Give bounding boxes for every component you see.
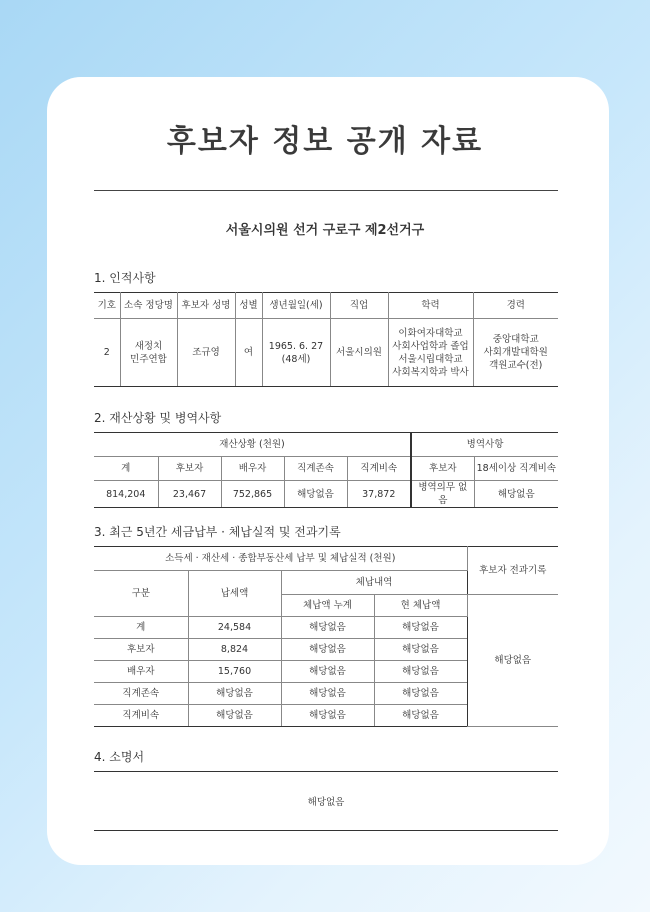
header-paid: 납세액 (188, 571, 281, 617)
candidate-party: 새정치 민주연합 (120, 319, 177, 387)
criminal-record-value: 해당없음 (467, 595, 558, 727)
asset-candidate: 23,467 (158, 481, 221, 508)
candidate-career: 중앙대학교 사회개발대학원 객원교수(전) (473, 319, 558, 387)
military-candidate: 병역의무 없음 (411, 481, 474, 508)
header-arrears-current: 현 체납액 (374, 595, 467, 617)
header-party: 소속 정당명 (120, 293, 177, 319)
header-military-descendants: 18세이상 직계비속 (474, 457, 558, 481)
tax-row-arrears-total: 해당없음 (281, 617, 374, 639)
candidate-number: 2 (94, 319, 120, 387)
header-candidate: 후보자 (158, 457, 221, 481)
header-name: 후보자 성명 (177, 293, 235, 319)
header-education: 학력 (388, 293, 473, 319)
election-subtitle: 서울시의원 선거 구로구 제2선거구 (225, 223, 425, 238)
header-category: 구분 (94, 571, 188, 617)
section-personal-title: 1. 인적사항 (94, 271, 156, 285)
header-spouse: 배우자 (221, 457, 284, 481)
military-descendants: 해당없음 (474, 481, 558, 508)
tax-row-label: 계 (94, 617, 188, 639)
tax-row-label: 직계비속 (94, 705, 188, 727)
document-title: 후보자 정보 공개 자료 (166, 124, 484, 159)
tax-row-arrears-total: 해당없음 (281, 639, 374, 661)
statement-box (94, 771, 558, 831)
section-tax-title: 3. 최근 5년간 세금납부 · 체납실적 및 전과기록 (94, 525, 341, 539)
assets-military-table (94, 432, 558, 508)
tax-row-label: 직계존속 (94, 683, 188, 705)
asset-ascendants: 해당없음 (284, 481, 347, 508)
candidate-job: 서울시의원 (330, 319, 388, 387)
candidate-gender: 여 (235, 319, 262, 387)
asset-descendants: 37,872 (347, 481, 411, 508)
tax-row-arrears-total: 해당없음 (281, 683, 374, 705)
header-arrears-total: 체납액 누계 (281, 595, 374, 617)
tax-row-arrears-current: 해당없음 (374, 705, 467, 727)
candidate-birth: 1965. 6. 27 (48세) (262, 319, 330, 387)
header-descendants: 직계비속 (347, 457, 411, 481)
tax-row-label: 후보자 (94, 639, 188, 661)
tax-row-paid: 해당없음 (188, 683, 281, 705)
header-gender: 성별 (235, 293, 262, 319)
title-divider (94, 190, 558, 191)
candidate-education: 이화여자대학교 사회사업학과 졸업 서울시립대학교 사회복지학과 박사 (388, 319, 473, 387)
tax-row-arrears-current: 해당없음 (374, 617, 467, 639)
header-birth: 생년월일(세) (262, 293, 330, 319)
tax-row-arrears-total: 해당없음 (281, 705, 374, 727)
tax-row-arrears-total: 해당없음 (281, 661, 374, 683)
asset-total: 814,204 (94, 481, 158, 508)
tax-row-label: 배우자 (94, 661, 188, 683)
property-group-header: 재산상황 (천원) (94, 433, 411, 457)
header-total: 계 (94, 457, 158, 481)
tax-group-header: 소득세 · 재산세 · 종합부동산세 납부 및 체납실적 (천원) (94, 547, 467, 571)
header-number: 기호 (94, 293, 120, 319)
section-assets-title: 2. 재산상황 및 병역사항 (94, 411, 222, 425)
candidate-name: 조규영 (177, 319, 235, 387)
tax-table (94, 546, 558, 727)
tax-row-paid: 해당없음 (188, 705, 281, 727)
tax-row-arrears-current: 해당없음 (374, 661, 467, 683)
criminal-record-header: 후보자 전과기록 (467, 547, 558, 595)
asset-spouse: 752,865 (221, 481, 284, 508)
header-ascendants: 직계존속 (284, 457, 347, 481)
section-statement-title: 4. 소명서 (94, 750, 145, 764)
tax-row-paid: 8,824 (188, 639, 281, 661)
statement-text: 해당없음 (307, 797, 345, 808)
personal-info-table (94, 292, 558, 387)
tax-row-paid: 24,584 (188, 617, 281, 639)
tax-row-arrears-current: 해당없음 (374, 683, 467, 705)
header-military-candidate: 후보자 (411, 457, 474, 481)
header-arrears: 체납내역 (281, 571, 467, 595)
tax-row-paid: 15,760 (188, 661, 281, 683)
military-group-header: 병역사항 (411, 433, 558, 457)
header-career: 경력 (473, 293, 558, 319)
tax-row-arrears-current: 해당없음 (374, 639, 467, 661)
header-job: 직업 (330, 293, 388, 319)
